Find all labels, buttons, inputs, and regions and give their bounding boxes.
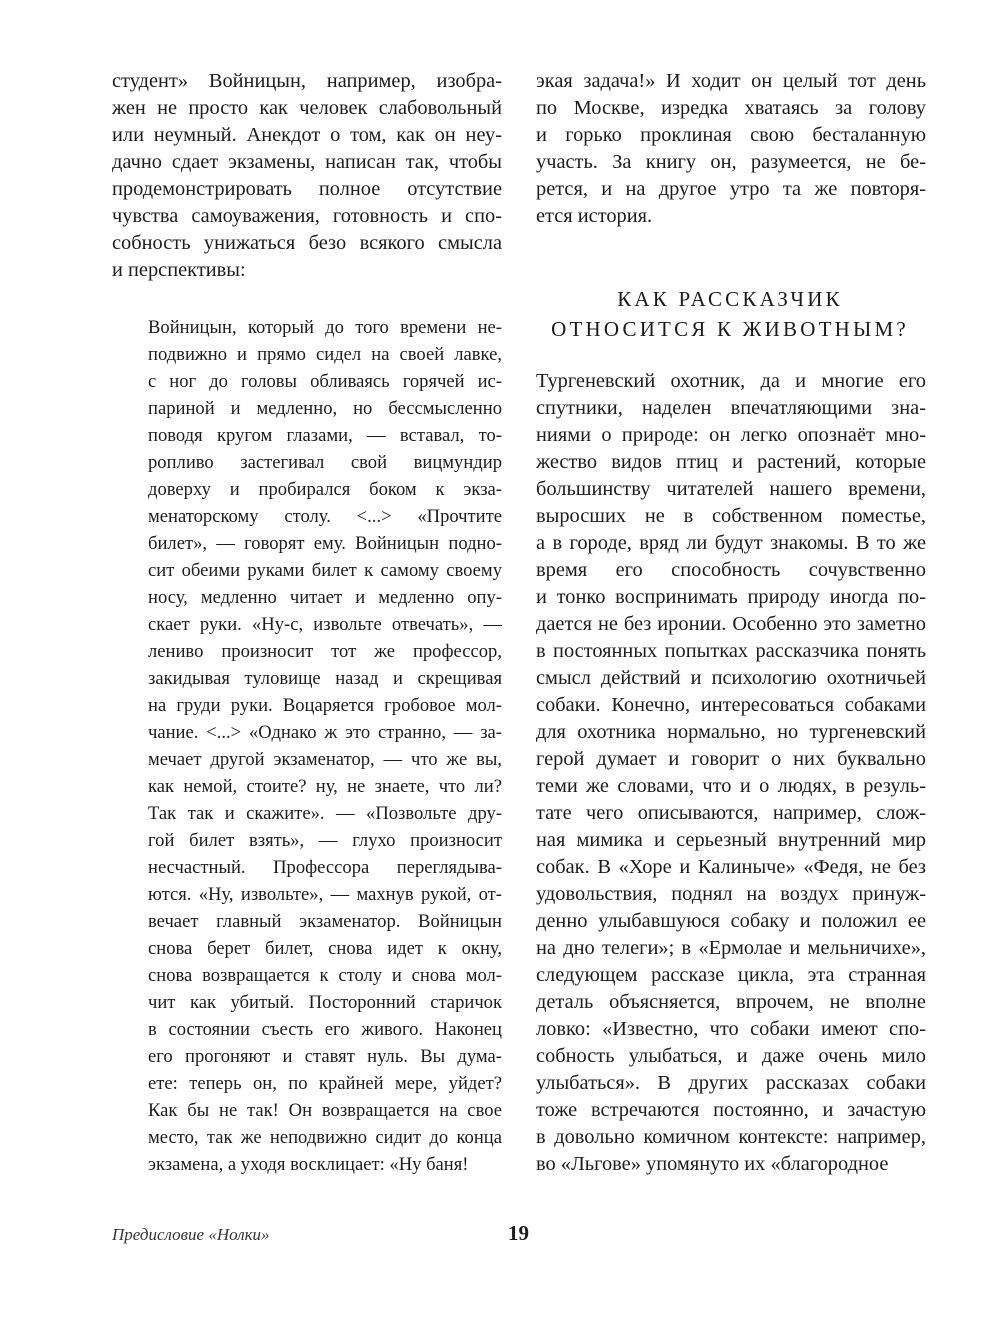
text-line: денно улыбавшуюся собаку и положил ее [536,910,926,932]
text-line: Тургеневский охотник, да и многие его [536,370,926,392]
quote-line: чание. <...> «Однако ж это странно, — за- [148,722,502,743]
quote-line: поводя кругом глазами, — вставал, то- [148,425,502,446]
text-line: герой думает и говорит о них буквально [536,748,926,770]
quote-line: ропливо застегивал свой вицмундир [148,452,502,473]
text-line: деталь объясняется, впрочем, не вполне [536,991,926,1013]
heading-line: ОТНОСИТСЯ К ЖИВОТНЫМ? [551,317,909,341]
text-line: время его способность сочувственно [536,559,926,581]
text-line: следующем рассказе цикла, эта странная [536,964,926,986]
section-heading [530,284,930,344]
quote-line: лениво произносит тот же профессор, [148,641,502,662]
quote-line: билет», — говорят ему. Войницын подно- [148,533,502,554]
text-line: спутники, наделен впечатляющими зна- [536,397,926,419]
text-line: теми же словами, что и о людях, в резуль- [536,775,926,797]
quote-line: гой билет взять», — глухо произносит [148,830,502,851]
quote-line: место, так же неподвижно сидит до конца [148,1127,502,1148]
quote-line: чит как убитый. Посторонний старичок [148,992,502,1013]
text-line: и перспективы: [112,259,246,281]
text-line: участь. За книгу он, разумеется, не бе- [536,151,926,173]
quote-line: экзамена, а уходя восклицает: «Ну баня! [148,1154,469,1175]
text-line: жество видов птиц и растений, которые [536,451,926,473]
right-column-continuation [536,68,926,230]
quote-line: ете: теперь он, по крайней мере, уйдет? [148,1073,502,1094]
quote-line: сит обеими руками билет к самому своему [148,560,502,581]
text-line: собак. В «Хоре и Калиныче» «Федя, не без [536,856,926,878]
quote-line: на груди руки. Воцаряется гробовое мол- [148,695,502,716]
text-line: жен не просто как человек слабовольный [112,97,502,119]
quote-line: его прогоняют и ставят нуль. Вы дума- [148,1046,502,1067]
quote-line: подвижно и прямо сидел на своей лавке, [148,344,502,365]
text-line: смысл действий и психологию охотничьей [536,667,926,689]
text-line: по Москве, изредка хватаясь за голову [536,97,926,119]
page-number: 19 [508,1221,529,1245]
text-line: ется история. [536,205,653,227]
quote-line: Как бы не так! Он возвращается на свое [148,1100,502,1121]
text-line: в довольно комичном контексте: например, [536,1126,926,1148]
quote-line: носу, медленно читает и медленно опу- [148,587,502,608]
text-line: во «Льгове» упомянуто их «благородное [536,1153,889,1175]
text-line: ловко: «Известно, что собаки имеют спо- [536,1018,926,1040]
text-line: тоже встречаются постоянно, и зачастую [536,1099,926,1121]
text-line: собаки. Конечно, интересоваться собаками [536,694,926,716]
text-line: или неумный. Анекдот о том, как он неу- [112,124,502,146]
quote-line: Войницын, который до того времени не- [148,317,502,338]
text-line: и горько проклиная свою бесталанную [536,124,926,146]
text-line: дачно сдает экзамены, написан так, чтобы [112,151,502,173]
quote-line: вечает главный экзаменатор. Войницын [148,911,502,932]
text-line: продемонстрировать полное отсутствие [112,178,502,200]
quote-line: как немой, стоите? ну, не знаете, что ли? [148,776,502,797]
text-line: тате чего описываются, например, слож- [536,802,926,824]
quote-line: париной и медленно, но бессмысленно [148,398,502,419]
text-line: выросших не в собственном поместье, [536,505,926,527]
heading-line: КАК РАССКАЗЧИК [617,287,843,311]
right-column-body [536,368,926,1178]
text-line: экая задача!» И ходит он целый тот день [536,70,926,92]
text-line: студент» Войницын, например, изобра- [112,70,502,92]
quote-line: мечает другой экзаменатор, — что же вы, [148,749,502,770]
left-column-intro [112,68,502,284]
left-column-block-quote [148,314,502,1178]
text-line: ниями о природе: он легко опознаёт мно- [536,424,926,446]
text-line: большинству читателей нашего времени, [536,478,926,500]
text-line: для охотника нормально, но тургеневский [536,721,926,743]
text-line: в постоянных попытках рассказчика понять [536,640,926,662]
quote-line: в состоянии съесть его живого. Наконец [148,1019,502,1040]
text-line: собность унижаться безо всякого смысла [112,232,502,254]
text-line: чувства самоуважения, готовность и спо- [112,205,502,227]
quote-line: несчастный. Профессора переглядыва- [148,857,502,878]
text-line: а в городе, вряд ли будут знакомы. В то же [536,532,926,554]
text-line: дается не без иронии. Особенно это заметно [536,613,926,635]
quote-line: Так так и скажите». — «Позвольте дру- [148,803,502,824]
quote-line: доверху и пробирался боком к экза- [148,479,502,500]
text-line: собность улыбаться, и даже очень мило [536,1045,926,1067]
text-line: рется, и на другое утро та же повторя- [536,178,926,200]
running-title: Предисловие «Нолки» [112,1225,270,1244]
quote-line: менаторскому столу. <...> «Прочтите [148,506,502,527]
text-line: и тонко воспринимать природу иногда по- [536,586,926,608]
quote-line: ются. «Ну, извольте», — махнув рукой, от- [148,884,502,905]
text-line: ная мимика и серьезный внутренний мир [536,829,926,851]
quote-line: закидывая туловище назад и скрещивая [148,668,502,689]
text-line: удовольствия, поднял на воздух принуж- [536,883,926,905]
text-line: улыбаться». В других рассказах собаки [536,1072,926,1094]
quote-line: снова берет билет, снова идет к окну, [148,938,502,959]
quote-line: скает руки. «Ну-с, извольте отвечать», — [148,614,502,635]
quote-line: снова возвращается к столу и снова мол- [148,965,502,986]
text-line: на дно телеги»; в «Ермолае и мельничихе», [536,937,926,959]
quote-line: с ног до головы обливаясь горячей ис- [148,371,502,392]
